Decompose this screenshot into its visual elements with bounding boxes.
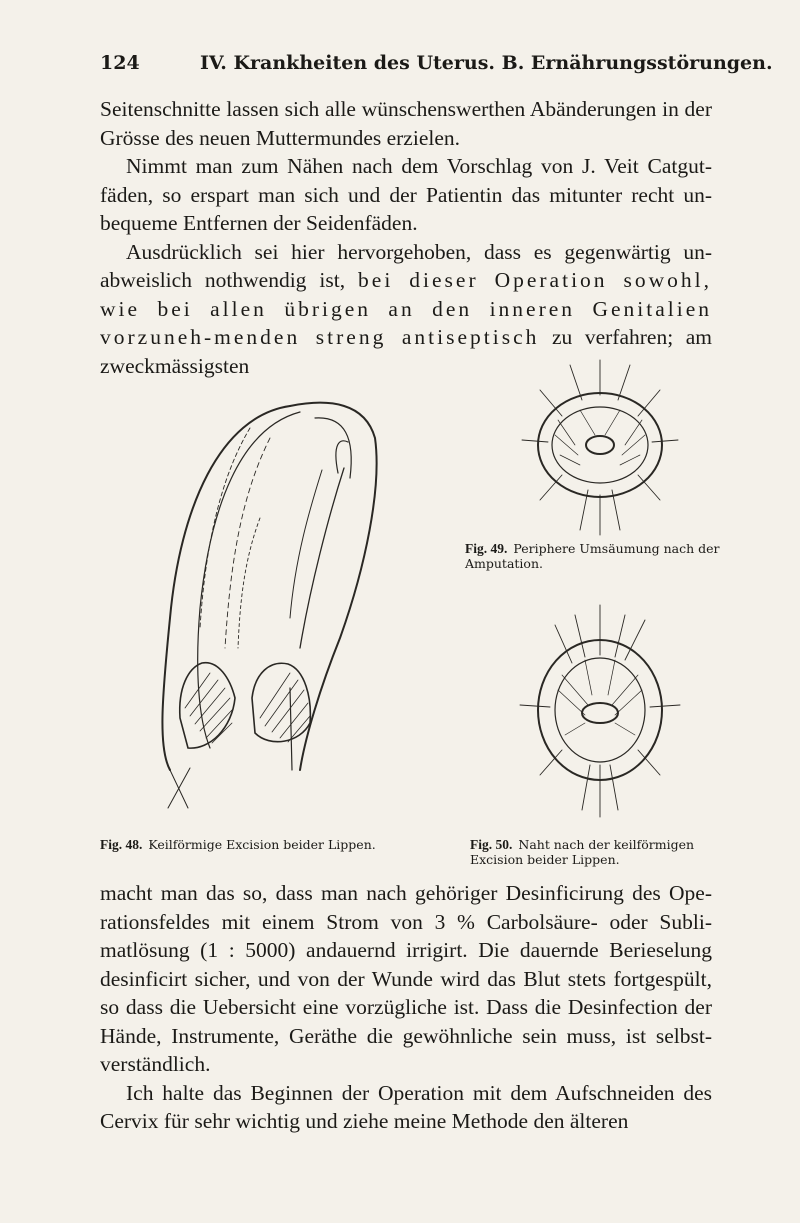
figure-48-caption: [100, 837, 420, 852]
top-text-block: [100, 95, 712, 380]
paragraph-text: zu verfahren; am zweckmässigsten: [100, 325, 713, 378]
figure-48-illustration: [140, 398, 390, 818]
caption-text: Periphere Umsäumung nach der Amputation.: [465, 541, 720, 571]
figure-50-caption: [470, 837, 730, 867]
caption-text: Naht nach der keilförmigen Excision beider Lippen.: [470, 837, 695, 867]
figure-number: Fig. 48.: [100, 837, 143, 852]
paragraph: Ich halte das Beginnen der Operation mit dem Aufschneiden des Cervix für sehr wichtig und ziehe meine Methode den älteren: [100, 1080, 712, 1133]
page-number: 124: [100, 52, 140, 74]
paragraph: Nimmt man zum Nähen nach dem Vorschlag von J. Veit Catgut-fäden, so erspart man sich und der Patientin das mitunter recht un-bequeme Entfernen der Seidenfäden.: [100, 154, 712, 235]
paragraph-text: Ausdrücklich sei hier hervorgehoben, dass es gegenwärtig un-abweislich nothwendig ist,: [100, 239, 712, 292]
paragraph: Seitenschnitte lassen sich alle wünschenswerthen Abänderungen in der Grösse des neuen Muttermundes erzielen.: [100, 97, 712, 150]
paragraph: macht man das so, dass man nach gehöriger Desinficirung des Ope-rationsfeldes mit einem Strom von 3 % Carbolsäure- oder Subli-matlösung (1 : 5000) andauernd irrigirt. Die dauernde Berieselung desinficirt sicher, und von der Wunde wird das Blut stets fortgespült, so dass die Uebersicht eine vorzügliche ist. Dass die Desinfection der Hände, Instrumente, Geräthe die gewöhnliche sein muss, ist selbst-verständlich.: [100, 881, 712, 1076]
figure-50-illustration: [500, 595, 700, 825]
running-header: [100, 52, 773, 80]
caption-text: Keilförmige Excision beider Lippen.: [148, 837, 376, 852]
bottom-text-block: [100, 879, 712, 1136]
emphasized-text: bei dieser Operation sowohl, wie bei allen übrigen an den inneren Genitalien vorzuneh-menden streng antiseptisch: [100, 268, 712, 349]
figure-number: Fig. 49.: [465, 541, 508, 556]
figure-49-caption: [465, 541, 725, 571]
figure-49-illustration: [500, 350, 700, 540]
running-title: IV. Krankheiten des Uterus. B. Ernährungsstörungen.: [200, 52, 773, 74]
figure-number: Fig. 50.: [470, 837, 513, 852]
